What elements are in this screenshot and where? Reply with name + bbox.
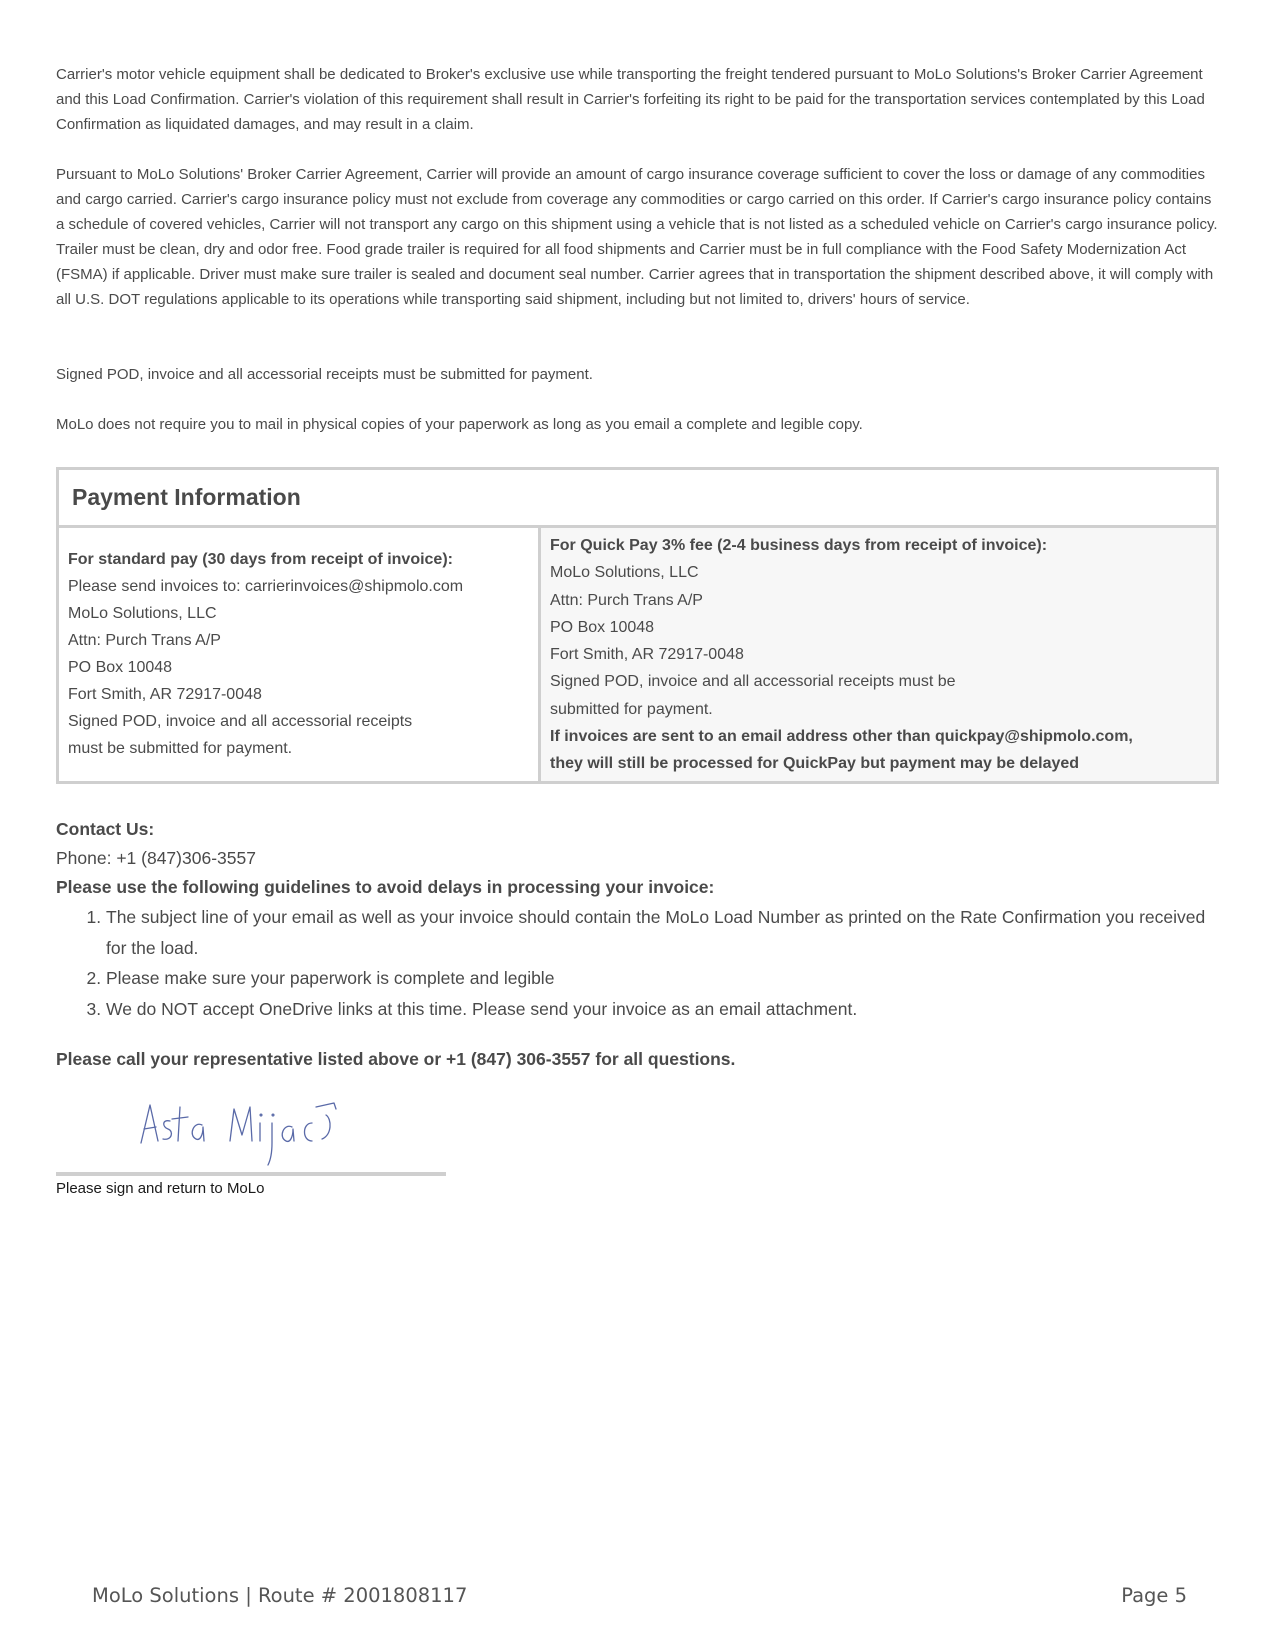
- contact-heading: Contact Us:: [56, 819, 155, 839]
- guidelines-heading: Please use the following guidelines to avoid delays in processing your invoice:: [56, 877, 715, 897]
- footer-route: MoLo Solutions | Route # 2001808117: [92, 1584, 468, 1607]
- standard-pay-line: Attn: Purch Trans A/P: [68, 632, 221, 649]
- standard-pay-line: Fort Smith, AR 72917-0048: [68, 686, 262, 703]
- payment-header: [59, 470, 1216, 528]
- handwritten-signature: [136, 1095, 346, 1175]
- contact-section: [56, 815, 1219, 1024]
- standard-pay-line: Please send invoices to: carrierinvoices@shipmolo.com: [68, 578, 464, 595]
- standard-pay-line: Signed POD, invoice and all accessorial receipts: [68, 713, 413, 730]
- signature-caption: Please sign and return to MoLo: [56, 1180, 265, 1197]
- terms-paragraph-exclusive-use: Carrier's motor vehicle equipment shall be dedicated to Broker's exclusive use while transporting the freight tendered pursuant to MoLo Solutions's Broker Carrier Agreement and this Load Confirmation. Carrier's violation of this requirement shall result in Carrier's forfeiting its right to be paid for the transportation services contemplated by this Load Confirmation as liquidated damages, and may result in a claim.: [56, 66, 1205, 133]
- quickpay-column: [541, 528, 1216, 781]
- standard-pay-line: PO Box 10048: [68, 659, 173, 676]
- quickpay-line: Attn: Purch Trans A/P: [550, 591, 703, 609]
- signature-line: [56, 1172, 446, 1176]
- standard-pay-column: [59, 528, 541, 781]
- quickpay-heading: For Quick Pay 3% fee (2-4 business days from receipt of invoice):: [550, 537, 1048, 554]
- guidelines-list: [56, 902, 1219, 1024]
- contact-phone: Phone: +1 (847)306-3557: [56, 848, 256, 868]
- signature-area: [56, 1100, 446, 1197]
- standard-pay-line: MoLo Solutions, LLC: [68, 605, 217, 622]
- guideline-item: 3. We do NOT accept OneDrive links at this time. Please send your invoice as an email attachment.: [106, 994, 1219, 1025]
- quickpay-line: PO Box 10048: [550, 618, 655, 636]
- standard-pay-line: must be submitted for payment.: [68, 740, 293, 757]
- quickpay-line: Signed POD, invoice and all accessorial receipts must be: [550, 673, 956, 691]
- footer-page-number: Page 5: [1121, 1584, 1187, 1607]
- guideline-item: 1. The subject line of your email as well as your invoice should contain the MoLo Load Number as printed on the Rate Confirmation you received for the load.: [106, 902, 1219, 963]
- quickpay-line: MoLo Solutions, LLC: [550, 564, 699, 582]
- terms-paragraph-email-copy: MoLo does not require you to mail in physical copies of your paperwork as long as you email a complete and legible copy.: [56, 416, 863, 433]
- standard-pay-heading: For standard pay (30 days from receipt of invoice):: [68, 551, 453, 568]
- quickpay-line: Fort Smith, AR 72917-0048: [550, 646, 744, 664]
- page-footer: [92, 1584, 1187, 1607]
- quickpay-note: If invoices are sent to an email address other than quickpay@shipmolo.com,: [550, 728, 1133, 746]
- quickpay-line: submitted for payment.: [550, 700, 713, 718]
- guideline-item: 2. Please make sure your paperwork is complete and legible: [106, 963, 1219, 994]
- payment-information-box: [56, 467, 1219, 784]
- payment-title: Payment Information: [72, 484, 301, 510]
- quickpay-note: they will still be processed for QuickPay but payment may be delayed: [550, 755, 1080, 773]
- final-call-note: Please call your representative listed above or +1 (847) 306-3557 for all questions.: [56, 1049, 736, 1069]
- terms-paragraph-cargo-insurance: Pursuant to MoLo Solutions' Broker Carrier Agreement, Carrier will provide an amount of cargo insurance coverage sufficient to cover the loss or damage of any commodities and cargo carried. Carrier's cargo insurance policy must not exclude from coverage any commodities or cargo carried on this order. If Carrier's cargo insurance policy contains a schedule of covered vehicles, Carrier will not transport any cargo on this shipment using a vehicle that is not listed as a scheduled vehicle on Carrier's cargo insurance policy. Trailer must be clean, dry and odor free. Food grade trailer is required for all food shipments and Carrier must be in full compliance with the Food Safety Modernization Act (FSMA) if applicable. Driver must make sure trailer is sealed and document seal number. Carrier agrees that in transportation the shipment described above, it will comply with all U.S. DOT regulations applicable to its operations while transporting said shipment, including but not limited to, drivers' hours of service.: [56, 166, 1218, 308]
- terms-paragraph-signed-pod: Signed POD, invoice and all accessorial receipts must be submitted for payment.: [56, 366, 593, 383]
